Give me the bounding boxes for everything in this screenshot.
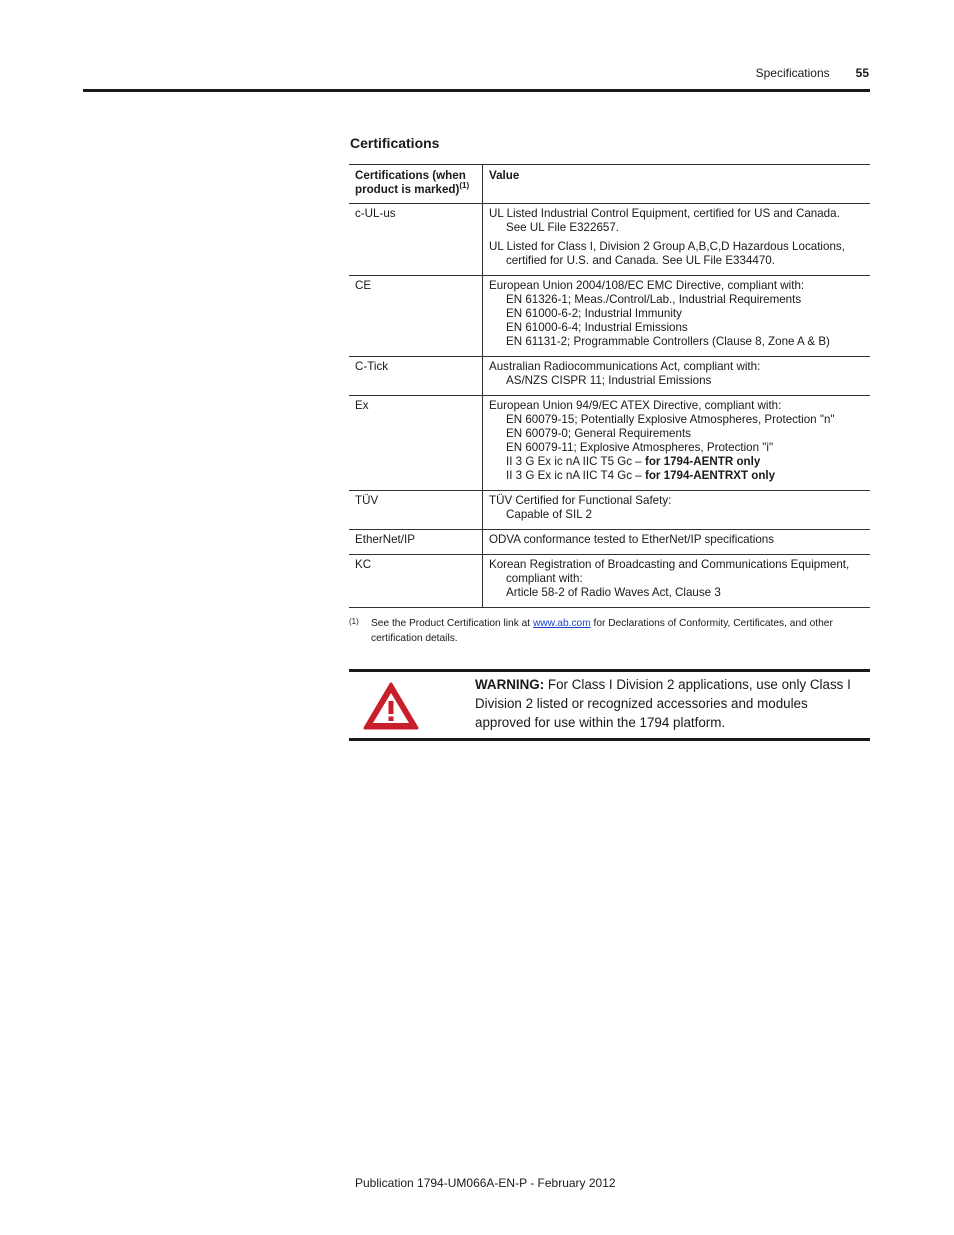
section-title: Certifications (350, 135, 440, 151)
value-item: compliant with: (506, 572, 583, 585)
marking-scope: for 1794-AENTR only (644, 455, 761, 468)
cert-value-cell (483, 530, 871, 555)
table-row (349, 276, 870, 357)
cert-name-cell: Ex (349, 396, 483, 491)
value-paragraph: UL Listed for Class I, Division 2 Group A,B,C,D Hazardous Locations, certified for U.S. and Canada. See UL File E334470. (489, 240, 845, 267)
value-item: EN 60079-15; Potentially Explosive Atmospheres, Protection "n" (506, 413, 835, 426)
col-header-certifications-text: Certifications (when product is marked) (355, 169, 466, 196)
cert-name-cell: KC (349, 555, 483, 608)
certifications-table (349, 164, 870, 608)
table-body (349, 204, 870, 608)
value-lead: Korean Registration of Broadcasting and Communications Equipment, (489, 558, 850, 571)
cert-value-cell (483, 555, 871, 608)
warning-box (349, 669, 870, 741)
value-item: EN 61131-2; Programmable Controllers (Clause 8, Zone A & B) (506, 335, 830, 348)
table-row (349, 555, 870, 608)
value-item: AS/NZS CISPR 11; Industrial Emissions (506, 374, 712, 387)
cert-name-cell: TÜV (349, 491, 483, 530)
cert-value-cell (483, 276, 871, 357)
cert-name-cell: C-Tick (349, 357, 483, 396)
cert-value-cell (483, 204, 871, 276)
value-item: EN 61000-6-2; Industrial Immunity (506, 307, 682, 320)
table-row (349, 530, 870, 555)
value-lead: Australian Radiocommunications Act, compliant with: (489, 360, 761, 373)
table-row (349, 491, 870, 530)
value-lead: European Union 2004/108/EC EMC Directive, compliant with: (489, 279, 805, 292)
cert-name-cell: EtherNet/IP (349, 530, 483, 555)
cert-name-cell: c-UL-us (349, 204, 483, 276)
table-row (349, 396, 870, 491)
footnote (349, 616, 849, 646)
marking-item (489, 469, 862, 483)
value-lead: ODVA conformance tested to EtherNet/IP specifications (489, 533, 775, 546)
warning-triangle-icon (362, 681, 420, 731)
footnote-ref[interactable]: (1) (459, 181, 470, 191)
footnote-after: for Declarations of Conformity, Certificates, and other certification details. (371, 618, 833, 644)
ab-link[interactable]: www.ab.com (532, 618, 591, 629)
value-paragraph: UL Listed Industrial Control Equipment, certified for US and Canada. See UL File E322657. (489, 207, 840, 234)
value-item: EN 61326-1; Meas./Control/Lab., Industrial Requirements (506, 293, 802, 306)
value-item: EN 60079-11; Explosive Atmospheres, Protection "i" (506, 441, 774, 454)
marking-code: II 3 G Ex ic nA IIC T5 Gc – (506, 455, 645, 468)
col-header-certifications (349, 165, 483, 204)
value-item: EN 61000-6-4; Industrial Emissions (506, 321, 688, 334)
cert-value-cell (483, 357, 871, 396)
publication-footer: Publication 1794-UM066A-EN-P - February 2012 (355, 1176, 616, 1190)
value-item: Article 58-2 of Radio Waves Act, Clause 3 (506, 586, 721, 599)
value-lead: TÜV Certified for Functional Safety: (489, 494, 672, 507)
page-number: 55 (855, 66, 869, 80)
marking-scope: for 1794-AENTRXT only (644, 469, 776, 482)
value-lead: European Union 94/9/EC ATEX Directive, compliant with: (489, 399, 782, 412)
running-header (756, 66, 869, 80)
cert-value-cell (483, 491, 871, 530)
warning-text (475, 675, 867, 732)
footnote-before: See the Product Certification link at (371, 618, 533, 629)
col-header-value: Value (483, 165, 871, 204)
value-item: Capable of SIL 2 (506, 508, 592, 521)
marking-item (489, 455, 862, 469)
marking-code: II 3 G Ex ic nA IIC T4 Gc – (506, 469, 645, 482)
table-row (349, 357, 870, 396)
table-header-row (349, 165, 870, 204)
footnote-text (371, 616, 849, 646)
cert-name-cell: CE (349, 276, 483, 357)
table-row (349, 204, 870, 276)
section-name: Specifications (755, 66, 830, 80)
warning-label: WARNING: (475, 677, 545, 692)
header-rule (83, 89, 870, 92)
cert-value-cell (483, 396, 871, 491)
value-item: EN 60079-0; General Requirements (506, 427, 691, 440)
footnote-mark: (1) (349, 617, 359, 626)
warning-body: For Class I Division 2 applications, use only Class I Division 2 listed or recognized accessories and modules approved for use within the 1794 platform. (475, 677, 851, 730)
